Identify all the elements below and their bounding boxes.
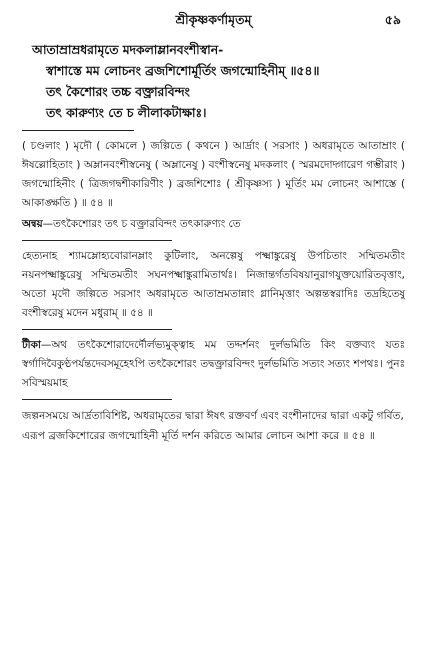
verse-line-4: তৎ কারুণ্যং তে চ লীলাকটাক্ষাঃ। bbox=[46, 106, 207, 120]
anvaya-text: —তৎকৈশোরং তৎ চ বক্ত্রারবিন্দং তৎকারুণ্যং তে bbox=[42, 218, 241, 230]
commentary-paragraph: ( চণ্ডলাং ) মৃদৌ ( কোমলে ) জল্পিতে ( কথনে ) আর্দ্রাং ( সরসাং ) অধরামৃতে আতাম্রাং ( ঈষল্লোহিতাং ) অম্লানবংশীস্বনেষু ( অম্লানেষু ) বংশীস্বনেষু মদকলাং ( স্মরমদোদ্গারেণ গম্ভীরাং ) জগন্মোহিনীং ( ত্রিজগদ্বশীকারিণীং ) ব্রজশিশোঃ ( শ্রীকৃষ্ণস্য ) মূর্তিং মম লোচনং আশাস্তে ( আকাঙ্ক্ষতি ) ॥ ৫৪ ॥ bbox=[22, 140, 405, 209]
divider-rule bbox=[22, 240, 172, 241]
tika-label: টীকা bbox=[22, 339, 41, 351]
verse-line-2: স্বাশাস্তে মম লোচনং ব্রজশিশোর্মূর্তিং জগন্মোহিনীম্ ॥৫৪॥ bbox=[46, 64, 320, 78]
anvaya-paragraph bbox=[22, 215, 405, 234]
sanskrit-verse bbox=[22, 40, 405, 124]
bengali-translation: জল্পনসময়ে আর্দ্রতাবিশিষ্ট, অধরামৃতের দ্বারা ঈষৎ রক্তবর্ণ এবং বংশীনাদের দ্বারা একটু গর্বিত, এরূপ ব্রজকিশোরের জগন্মোহিনী মূর্তি দর্শন করিতে আমার লোচন আশা করে ॥ ৫৪ ॥ bbox=[22, 410, 404, 442]
divider-rule bbox=[22, 130, 134, 131]
divider-rule bbox=[22, 329, 172, 330]
page-number: ৫৯ bbox=[384, 12, 401, 27]
page-header bbox=[22, 8, 405, 34]
tika-paragraph bbox=[22, 336, 405, 393]
verse-line-1: আতাম্রাম্রধরামৃতে মদকলাম্লানবংশীস্বান- bbox=[32, 43, 224, 57]
tika-text: —অথ তৎকৈশোরাদের্দৌর্লভ্যমুক্ত্বাহ মম তদ্দর্শনং দুর্লভমিতি কিং বক্তব্যং যতঃ স্বর্গাদিবৈকুণ্ঠপর্যন্তদেবসমূহেঽপি তৎকৈশোরং তদ্বক্ত্রারবিন্দং দুর্লভমিতি সত্যং সত্যং শপথঃ। পুনঃ সবিস্ময়মাহ bbox=[22, 339, 405, 389]
verse-line-3: তৎ কৈশোরং তচ্চ বক্ত্রারবিন্দং bbox=[46, 85, 190, 99]
explanation-paragraph: হেত্যনাহ শ্যামম্লোহ্যবোরানম্লাং কুটিলাং, অনল্পেষু পক্ষ্মাঙ্কুরেষু উপচিতাং সম্মিতমতীং নয়নপক্ষ্মাঙ্কুরেষু সম্মিতমতীং সঘনপক্ষ্মাঙ্কুরামিতার্থঃ। নিজান্তর্গতবিষয়ানুরাগযুক্তয়োরিতবৃত্তাং, অতো মৃদৌ জল্পিতে সরসাং অধরামৃতে আতাম্রমতান্নাং গ্লানিমৃত্তাং অল্পন্তস্বরাদিঃ তদ্রহিতেষু বংশীস্বরেষু মদেন মধুরাম্ ॥ ৫৪ ॥ bbox=[22, 250, 405, 319]
running-title: শ্রীকৃষ্ণকর্ণামৃতম্ bbox=[175, 12, 252, 27]
anvaya-label: অন্বয় bbox=[22, 218, 43, 230]
divider-rule bbox=[22, 399, 172, 400]
